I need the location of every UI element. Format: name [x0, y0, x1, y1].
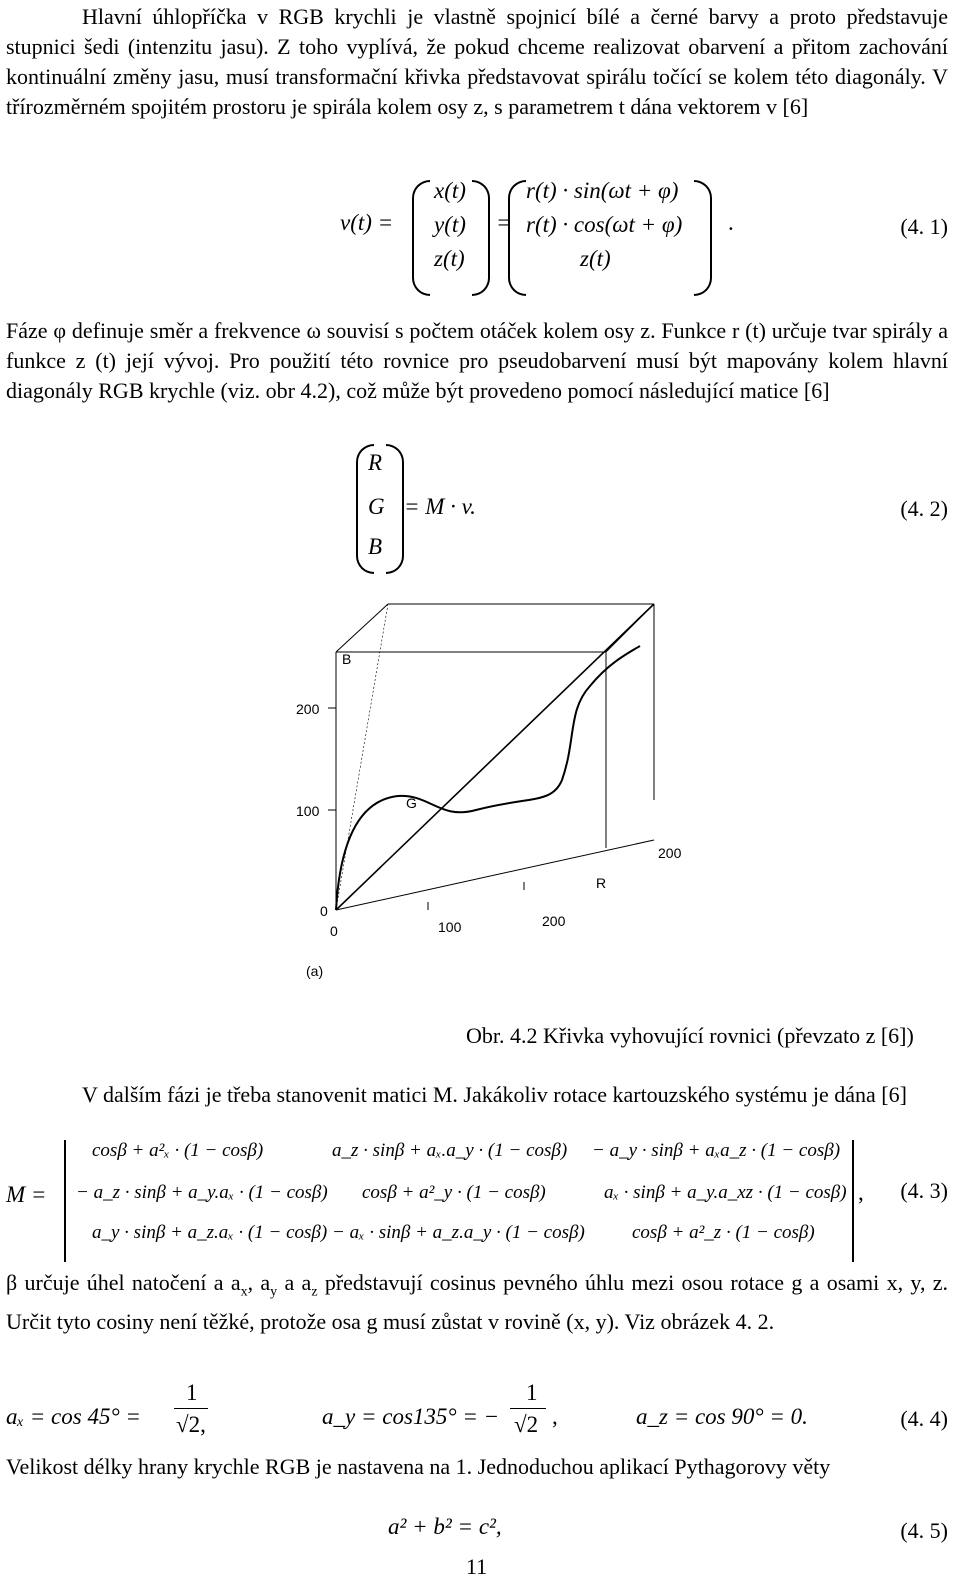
eq44-ay-fracline [510, 1408, 546, 1409]
eq44-ax-fracline [174, 1408, 208, 1409]
tick-label-z-100: 100 [296, 803, 320, 819]
eq43-left-bracket [64, 1140, 66, 1262]
tick-label-y-200: 200 [658, 845, 682, 861]
tick-label-z-200: 200 [296, 701, 320, 717]
eq41-number: (4. 1) [900, 214, 948, 239]
eq43-r2c1: − a_z · sinβ + a_y.aₓ · (1 − cosβ) [76, 1182, 328, 1203]
paragraph-rotation: V dalším fázi je třeba stanovenit matici M. Jakákoliv rotace kartouzského systému je dána [6] [82, 1082, 907, 1107]
eq42-number: (4. 2) [900, 496, 948, 521]
eq44-ax-lhs: aₓ = cos 45° = [6, 1404, 141, 1429]
figure-sublabel: (a) [306, 963, 324, 979]
eq44-ax-num: 1 [186, 1380, 198, 1405]
eq41-col1-row1: x(t) [434, 178, 466, 203]
p4-sub-y: y [270, 1284, 278, 1300]
label-B: B [342, 651, 352, 667]
p4-text-mid2: a a [277, 1270, 312, 1295]
p4-text-pre: β určuje úhel natočení a a [6, 1270, 241, 1295]
eq43-number: (4. 3) [900, 1178, 948, 1203]
eq43-r1c1: cosβ + a²ₓ · (1 − cosβ) [92, 1140, 264, 1161]
paragraph-intro: Hlavní úhlopříčka v RGB krychli je vlastně spojnicí bílé a černé barvy a proto představuje stupnici šedi (intenzitu jasu). Z toho vyplívá, že pokud chceme realizovat obarvení a přitom zachování kontinuální změny jasu, musí transformační křivka představovat spirálu točící se kolem této diagonály. V třírozměrném spojitém prostoru je spirála kolem osy z, s parametrem t dána vektorem v [6] [6, 4, 948, 119]
rgb-cube-spiral-figure [290, 590, 710, 990]
paragraph-phase: Fáze φ definuje směr a frekvence ω souvisí s počtem otáček kolem osy z. Funkce r (t) určuje tvar spirály a funkce z (t) její vývoj. Pro použití této rovnice pro pseudobarvení musí být mapovány kolem hlavní diagonály RGB krychle (viz. obr 4.2), což může být provedeno pomocí následující matice [6] [6, 318, 948, 403]
eq44-ay-num: 1 [526, 1380, 538, 1405]
tick-label-x-100: 100 [438, 919, 462, 935]
paragraph-beta [6, 1268, 948, 1337]
eq43-r3c1: a_y · sinβ + a_z.aₓ · (1 − cosβ) [92, 1222, 328, 1243]
cube-edge [336, 840, 654, 910]
label-G: G [406, 795, 417, 811]
eq41-col1-row2: y(t) [434, 212, 466, 237]
eq44-ay-comma: , [552, 1404, 558, 1429]
eq43-r3c2: − aₓ · sinβ + a_z.a_y · (1 − cosβ) [332, 1222, 585, 1243]
eq42-B: B [368, 534, 383, 559]
eq42-rhs: = M · v. [404, 494, 476, 519]
eq42-paren-right [386, 444, 404, 574]
eq41-col2-row3: z(t) [580, 246, 611, 271]
eq43-r2c2: cosβ + a²_y · (1 − cosβ) [362, 1182, 546, 1203]
eq43-r2c3: aₓ · sinβ + a_y.a_xz · (1 − cosβ) [604, 1182, 847, 1203]
eq43-r3c3: cosβ + a²_z · (1 − cosβ) [632, 1222, 815, 1243]
eq45-formula: a² + b² = c², [388, 1514, 502, 1539]
eq41-paren-left-2 [508, 180, 526, 296]
eq43-comma: , [858, 1180, 864, 1205]
eq44-az: a_z = cos 90° = 0. [636, 1404, 808, 1429]
eq43-right-bracket [852, 1140, 854, 1262]
tick-label-x-0: 0 [330, 923, 338, 939]
page-number: 11 [466, 1554, 488, 1579]
eq41-col1-row3: z(t) [434, 246, 465, 271]
eq41-paren-right-1 [472, 180, 490, 296]
eq45-number: (4. 5) [900, 1518, 948, 1543]
tick-label-x-200: 200 [542, 913, 566, 929]
eq44-ax-den: √2, [176, 1412, 206, 1437]
eq41-period: . [728, 210, 734, 235]
paragraph-pythagoras: Velikost délky hrany krychle RGB je nastavena na 1. Jednoduchou aplikací Pythagorovy věty [6, 1454, 831, 1479]
eq43-r1c2: a_z · sinβ + aₓ.a_y · (1 − cosβ) [332, 1140, 568, 1161]
cube-edge [336, 604, 388, 652]
eq44-number: (4. 4) [900, 1406, 948, 1431]
eq41-lhs: v(t) = [340, 210, 394, 235]
eq43-r1c3: − a_y · sinβ + aₓa_z · (1 − cosβ) [592, 1140, 841, 1161]
back-diagonal [336, 604, 388, 910]
p4-text-post: představují cosinus pevného úhlu mezi osou rotace g a osami x, y, z. Určit tyto cosiny není těžké, protože osa g musí zůstat v rovině (x, y). Viz obrázek 4. 2. [6, 1270, 949, 1335]
spiral-curve [336, 646, 640, 910]
eq44-ay-lhs: a_y = cos135° = − [322, 1404, 500, 1429]
eq41-paren-right-2 [694, 180, 712, 296]
p4-sub-x: x [240, 1284, 248, 1300]
label-R: R [596, 875, 607, 891]
eq42-R: R [368, 450, 383, 475]
eq41-equals: = [496, 210, 512, 235]
eq42-G: G [368, 494, 385, 519]
eq44-ay-den: √2 [514, 1412, 539, 1437]
p4-text-mid1: , a [247, 1270, 271, 1295]
tick-label-z-0: 0 [320, 903, 328, 919]
eq41-paren-left-1 [412, 180, 430, 296]
p4-sub-z: z [311, 1284, 318, 1300]
eq41-col2-row2: r(t) · cos(ωt + φ) [526, 212, 683, 237]
figure-caption: Obr. 4.2 Křivka vyhovující rovnici (převzato z [6]) [466, 1023, 914, 1048]
eq43-lhs: M = [6, 1182, 47, 1207]
eq41-col2-row1: r(t) · sin(ωt + φ) [526, 178, 679, 203]
